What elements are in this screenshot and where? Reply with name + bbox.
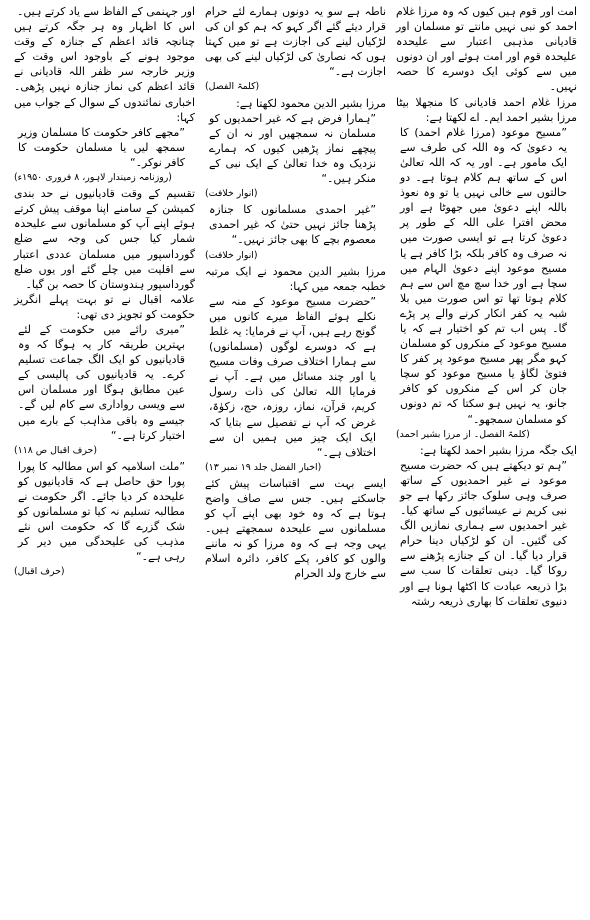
block-quote: ”حضرت مسیح موعود کے منہ سے نکلے ہوئے الفاظ میرے کانوں میں گونج رہے ہیں، آپ نے فرمایا: یہ غلط ہے کہ دوسرے لوگوں (مسلمانوں) سے ہمارا اختلاف صرف وفات مسیح یا اور چند مسائل میں ہے۔ آپ نے فرمایا اللہ تعالیٰ کی ذات رسول کریم، قرآن، نماز، روزہ، حج، زکوٰۃ، غرض کہ آپ نے تفصیل سے بتایا کہ ایک ایک چیز میں ہمیں ان سے اختلاف ہے۔“ [209,294,376,459]
body-paragraph: مرزا بشیر الدین محمود نے ایک مرتبہ خطبہ جمعہ میں کہا: [205,264,386,293]
citation: (حرف اقبال ص ۱۱۸) [14,444,97,456]
body-paragraph: ایسے بہت سے اقتباسات پیش کئے جاسکتے ہیں۔ جس سے صاف واضح ہوتا ہے کہ وہ خود بھی اپنے آپ کو مسلمانوں سے علیحدہ سمجھتے ہیں۔ یہی وجہ ہے کہ وہ مرزا کو نہ ماننے والوں کو کافر، پکے کافر، دائرہ اسلام سے خارج ولد الحرام [205,476,386,581]
citation: (حرف اقبال) [14,566,65,578]
block-quote: ”ہم تو دیکھتے ہیں کہ حضرت مسیح موعود نے غیر احمدیوں کے ساتھ صرف وہی سلوک جائز رکھا ہے جو نبی کریم نے عیسائیوں کے ساتھ کیا۔ غیر احمدیوں سے ہماری نمازیں الگ کی گئیں۔ ان کو لڑکیاں دینا حرام قرار دیا گیا۔ ان کے جنازے پڑھنے سے روکا گیا۔ دینی تعلقات کا سب سے بڑا ذریعہ عبادت کا اکٹھا ہونا ہے اور دنیوی تعلقات کا بھاری ذریعہ رشتہ [400,458,567,608]
citation: (کلمۃ الفصل۔ از مرزا بشیر احمد) [396,428,530,440]
block-quote: ”مجھے کافر حکومت کا مسلمان وزیر سمجھ لیں یا مسلمان حکومت کا کافر نوکر۔“ [18,125,185,169]
block-quote: ”غیر احمدی مسلمانوں کا جنازہ پڑھنا جائز نہیں حتیٰ کہ غیر احمدی معصوم بچے کا بھی جائز نہیں۔“ [209,203,376,247]
block-quote: ”میری رائے میں حکومت کے لئے بہترین طریقہ کار یہ ہوگا کہ وہ قادیانیوں کو ایک الگ جماعت تسلیم کرے۔ یہ قادیانیوں کی پالیسی کے عین مطابق ہوگا اور مسلمان اس سے ویسی رواداری سے کام لیں گے۔ جیسے وہ باقی مذاہب کے بارے میں اختیار کرتا ہے۔“ [18,322,185,442]
text-column-left [9,4,200,916]
citation: (اخبار الفضل جلد ۱۹ نمبر ۱۳) [205,461,322,473]
citation: (انوار خلافت) [205,188,258,200]
body-paragraph: تقسیم کے وقت قادیانیوں نے حد بندی کمیشن کے سامنے اپنا موقف پیش کرتے ہوئے اپنے آپ کو مسلمانوں سے علیحدہ شمار کیا جس کی وجہ سے ضلع گورداسپور میں مسلمان عددی اعتبار سے اقلیت میں چلے گئے اور یوں ضلع گورداسپور ہندوستان کا حصہ بن گیا۔ [14,187,195,291]
block-quote: ”ہمارا فرض ہے کہ غیر احمدیوں کو مسلمان نہ سمجھیں اور نہ ان کے پیچھے نماز پڑھیں کیوں کہ ہمارے نزدیک وہ خدا تعالیٰ کے ایک نبی کے منکر ہیں۔“ [209,111,376,186]
block-quote: ”ملت اسلامیہ کو اس مطالبہ کا پورا پورا حق حاصل ہے کہ قادیانیوں کو علیحدہ کر دیا جائے۔ اگر حکومت نے مطالبہ تسلیم نہ کیا تو مسلمانوں کو شک گزرے گا کہ حکومت اس نئے مذہب کی علیحدگی میں دیر کر رہی ہے۔“ [18,459,185,564]
body-paragraph: اس کا اظہار وہ ہر جگہ کرتے ہیں چنانچہ قائد اعظم کے جنازہ کے وقت موجود ہونے کے باوجود اس وقت کے وزیر خارجہ سر ظفر اللہ قادیانی نے قائد اعظم کی نماز جنازہ نہیں پڑھی۔ اخباری نمائندوں کے سوال کے جواب میں کہا: [14,20,195,124]
body-paragraph: اور جہنمی کے الفاظ سے یاد کرتے ہیں۔ [16,5,195,18]
body-paragraph: مرزا غلام احمد قادیانی کا منجھلا بیٹا مرزا بشیر احمد ایم۔ اے لکھتا ہے: [396,95,577,124]
text-column-right [391,4,582,916]
citation: (روزنامہ زمیندار لاہور، ۸ فروری ۱۹۵۰ء) [14,172,172,184]
citation: (کلمۃ الفصل) [205,81,260,93]
body-paragraph: مرزا بشیر الدین محمود لکھتا ہے: [236,96,386,110]
body-paragraph: ناطہ ہے سو یہ دونوں ہمارے لئے حرام قرار دیئے گئے اگر کہو کہ ہم کو ان کی لڑکیاں لینے کی اجازت ہے تو میں کہتا ہوں کہ نصاریٰ کی لڑکیاں لینے کی بھی اجازت ہے۔“ [205,5,386,79]
text-column-middle [200,4,391,916]
body-paragraph: ایک جگہ مرزا بشیر احمد لکھتا ہے: [419,443,577,457]
block-quote: ”مسیح موعود (مرزا غلام احمد) کا یہ دعویٰ کہ وہ اللہ کی طرف سے ایک مامور ہے۔ اور یہ کہ اللہ تعالیٰ اس کے ساتھ ہم کلام ہوتا ہے۔ دو حالتوں سے خالی نہیں یا تو وہ نعوذ باللہ اپنے دعویٰ میں جھوٹا ہے اور محض افترا علی اللہ کے طور پر دعویٰ کرتا ہے تو ایسی صورت میں نہ صرف وہ کافر بلکہ بڑا کافر ہے یا مسیح موعود اپنے دعویٰ الہام میں سچا ہے اور خدا سچ مچ اس سے ہم کلام ہوتا تھا تو اس صورت میں بلا شبہ یہ کفر انکار کرنے والے پر پڑے گا۔ پس اب تم کو اختیار ہے کہ یا مسیح موعود کے منکروں کو مسلمان کہو مگر پھر مسیح موعود پر کفر کا فتویٰ لگاؤ یا مسیح موعود کو سچا جان کر اس کے منکروں کو کافر جانو، یہ نہیں ہو سکتا کہ تم دونوں کو مسلمان سمجھو۔“ [400,125,567,426]
body-paragraph: علامہ اقبال نے تو بہت پہلے انگریز حکومت کو تجویز دی تھی: [14,292,195,321]
body-paragraph: امت اور قوم ہیں کیوں کہ وہ مرزا غلام احمد کو نبی نہیں مانتے تو مسلمان اور قادیانی مذہبی اعتبار سے علیحدہ علیحدہ قوم اور امت ہوئے اور ان دونوں میں سے کوئی ایک دوسرے کا حصہ نہیں۔ [396,5,577,94]
page [8,4,582,916]
citation: (انوار خلافت) [205,249,258,261]
